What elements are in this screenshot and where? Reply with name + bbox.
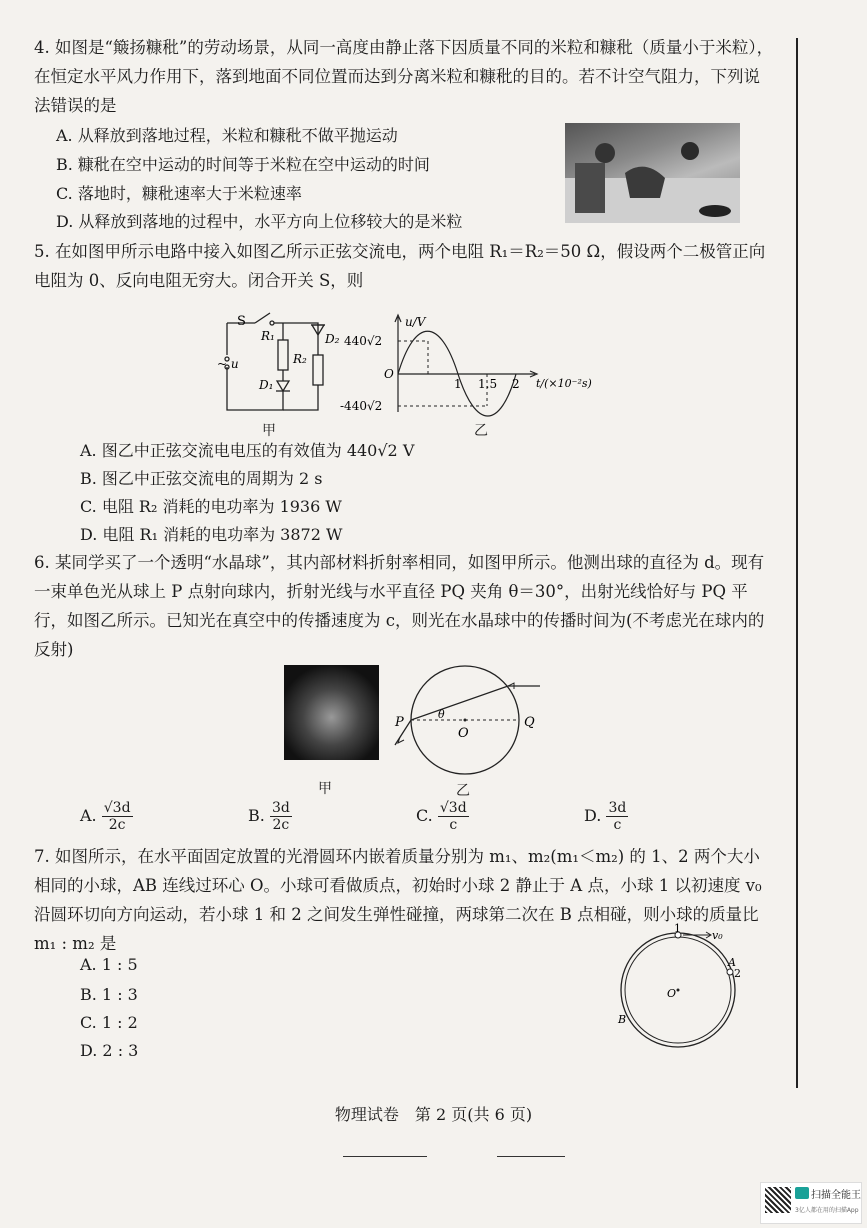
graph-caption: 乙 [474,423,488,439]
q6-option-c: C. $\frac{√3d}{c}$ [416,800,467,833]
graph-xlabel: t/(×10⁻²s) [536,377,592,390]
qr-code-icon [765,1187,791,1213]
tick-1: 1 [454,377,462,391]
q5-option-c: C. 电阻 R₂ 消耗的电功率为 1936 W [80,497,342,516]
scanner-badge [760,1182,862,1224]
voltage-graph [340,312,620,422]
tick-1-5: 1.5 [478,377,498,391]
diagram-caption: 乙 [456,783,470,799]
switch-label: S [237,314,246,329]
ball-2-label: 2 [734,967,741,980]
r2-label: R₂ [293,352,307,366]
circuit-caption: 甲 [262,423,276,439]
graph-ymin: -440√2 [340,399,383,413]
badge-subtitle: 3亿人都在用的扫描App [795,1207,859,1214]
point-b: B [618,1013,627,1026]
point-p: P [395,715,404,730]
q5-option-b: B. 图乙中正弦交流电的周期为 2 s [80,469,323,488]
question-6-stem: 6. 某同学买了一个透明“水晶球”，其内部材料折射率相同，如图甲所示。他测出球的直径为 d。现有一束单色光从球上 P 点射向球内，折射光线与水平直径 PQ 夹角 θ＝30°，出射光线恰好与 PQ 平行，如图乙所示。已知光在真空中的传播速度为 c，则光在水晶球中的传播时间为(不考虑光在球内的反射) [34,553,765,659]
page-footer: 物理试卷 第 2 页(共 6 页) [334,1105,533,1124]
center-o-7: O [667,987,677,1000]
question-7-stem: 7. 如图所示，在水平面固定放置的光滑圆环内嵌着质量分别为 m₁、m₂(m₁＜m₂) 的 1、2 两个大小相同的小球，AB 连线过环心 O。小球可看做质点，初始时小球 2 静止于 A 点，小球 1 以初速度 v₀ 沿圆环切向方向运动，若小球 1 和 2 之间发生弹性碰撞，两球第二次在 B 点相碰，则小球的质量比 m₁ : m₂ 是 [34,847,762,953]
tick-2: 2 [512,377,520,391]
ball-1-label: 1 [674,922,681,935]
margin-line [796,38,798,1088]
q7-option-a: A. 1 : 5 [80,955,138,974]
photo-caption: 甲 [318,781,332,797]
angle-theta: θ [438,708,445,721]
question-5-stem: 5. 在如图甲所示电路中接入如图乙所示正弦交流电，两个电阻 R₁＝R₂＝50 Ω，假设两个二极管正向电阻为 0、反向电阻无穷大。闭合开关 S，则 [34,242,766,290]
graph-ymax: 440√2 [344,334,383,348]
point-q: Q [524,715,535,730]
q6-option-d: D. $\frac{3d}{c}$ [584,800,627,833]
point-a: A [728,956,736,969]
q4-option-c: C. 落地时，糠秕速率大于米粒速率 [56,184,302,203]
q5-option-a: A. 图乙中正弦交流电电压的有效值为 440√2 V [80,441,415,460]
app-logo-icon [795,1187,809,1199]
source-label: ~ u [217,357,239,371]
q4-option-d: D. 从释放到落地的过程中，水平方向上位移较大的是米粒 [56,212,463,231]
footer-rule-left [343,1156,427,1157]
v0-label: v₀ [712,929,723,942]
question-4-stem: 4. 如图是“簸扬糠秕”的劳动场景，从同一高度由静止落下因质量不同的米粒和糠秕（质量小于米粒），在恒定水平风力作用下，落到地面不同位置而达到分离米粒和糠秕的目的。若不计空气阻力，下列说法错误的是 [34,38,774,115]
q6-option-b: B. $\frac{3d}{2c}$ [248,800,290,833]
graph-ylabel: u/V [405,315,426,329]
center-o: O [458,726,469,741]
footer-rule-right [497,1156,565,1157]
q5-option-d: D. 电阻 R₁ 消耗的电功率为 3872 W [80,525,343,544]
ring-diagram [605,922,755,1050]
q7-option-b: B. 1 : 3 [80,985,138,1004]
badge-title: 扫描全能王 [811,1190,861,1201]
crystal-ball-photo [284,665,379,760]
circuit-diagram [215,295,340,415]
q7-option-d: D. 2 : 3 [80,1041,139,1060]
d2-label: D₂ [325,332,340,346]
graph-origin: O [384,367,394,381]
winnowing-photo [565,123,740,223]
q6-option-a: A. $\frac{√3d}{2c}$ [80,800,131,833]
q7-option-c: C. 1 : 2 [80,1013,138,1032]
q4-option-b: B. 糠秕在空中运动的时间等于米粒在空中运动的时间 [56,155,430,174]
r1-label: R₁ [261,329,275,343]
crystal-ball-diagram [390,660,540,780]
d1-label: D₁ [259,378,274,392]
q4-option-a: A. 从释放到落地过程，米粒和糠秕不做平抛运动 [56,126,398,145]
